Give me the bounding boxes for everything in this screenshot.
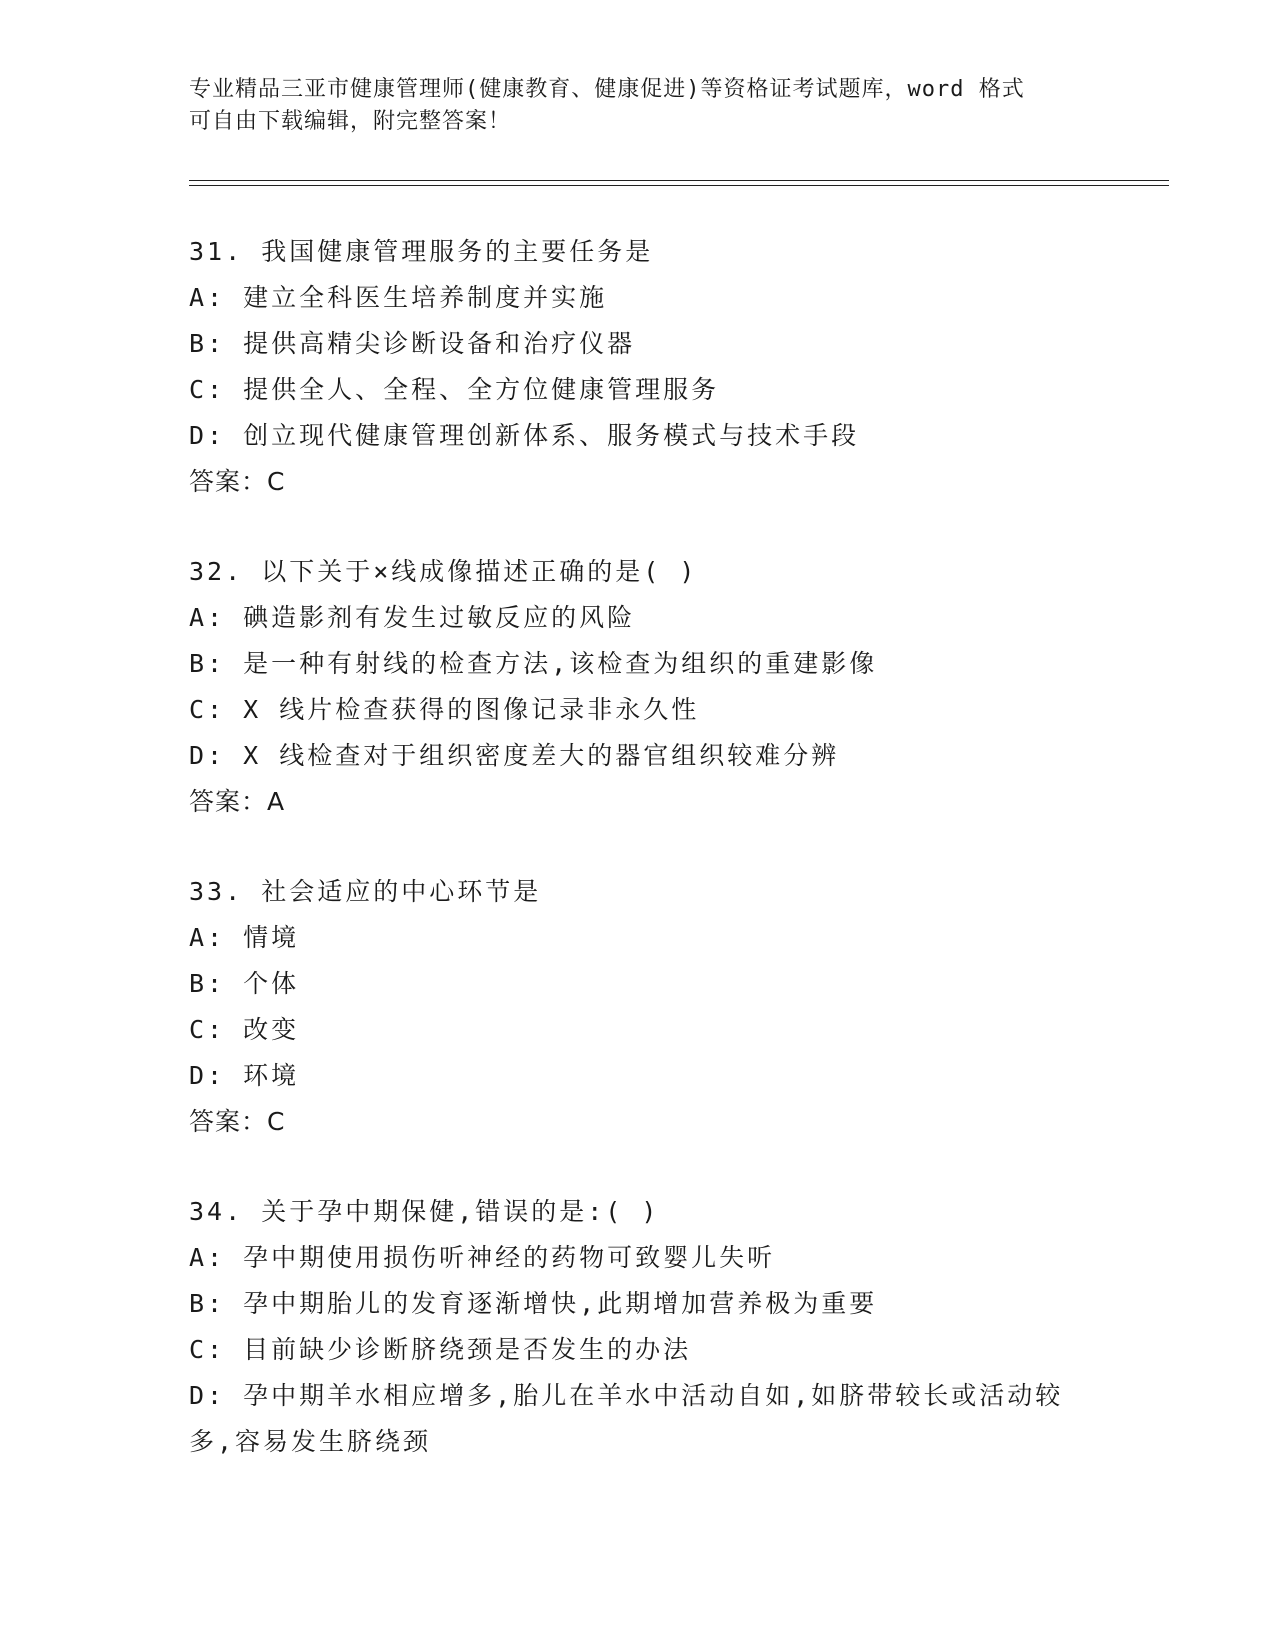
option-c: C: 提供全人、全程、全方位健康管理服务: [189, 375, 720, 404]
header-line-2: 可自由下载编辑，附完整答案！: [189, 109, 512, 134]
option-a: A: 情境: [189, 923, 300, 952]
header-divider-bottom: [189, 185, 1169, 186]
option-c: C: 改变: [189, 1015, 300, 1044]
option-a: A: 建立全科医生培养制度并实施: [189, 283, 608, 312]
question-34: [189, 1189, 1089, 1465]
option-b: B: 是一种有射线的检查方法,该检查为组织的重建影像: [189, 649, 878, 678]
option-d-continuation: 多,容易发生脐绕颈: [189, 1427, 432, 1456]
option-b: B: 孕中期胎儿的发育逐渐增快,此期增加营养极为重要: [189, 1289, 878, 1318]
option-a: A: 碘造影剂有发生过敏反应的风险: [189, 603, 636, 632]
option-c: C: X 线片检查获得的图像记录非永久性: [189, 695, 700, 724]
question-stem: 34. 关于孕中期保健,错误的是:( ): [189, 1197, 660, 1226]
question-33: [189, 869, 1089, 1145]
question-31: [189, 229, 1089, 505]
question-stem: 31. 我国健康管理服务的主要任务是: [189, 237, 654, 266]
option-b: B: 个体: [189, 969, 300, 998]
answer: 答案：A: [189, 787, 286, 816]
option-a: A: 孕中期使用损伤听神经的药物可致婴儿失听: [189, 1243, 776, 1272]
answer: 答案：C: [189, 467, 286, 496]
option-d: D: X 线检查对于组织密度差大的器官组织较难分辨: [189, 741, 840, 770]
question-stem: 33. 社会适应的中心环节是: [189, 877, 542, 906]
question-32: [189, 549, 1089, 825]
option-b: B: 提供高精尖诊断设备和治疗仪器: [189, 329, 636, 358]
question-stem: 32. 以下关于×线成像描述正确的是( ): [189, 557, 698, 586]
option-d: D: 创立现代健康管理创新体系、服务模式与技术手段: [189, 421, 860, 450]
header-line-1: 专业精品三亚市健康管理师(健康教育、健康促进)等资格证考试题库，word 格式: [189, 77, 1025, 102]
option-d: D: 环境: [189, 1061, 300, 1090]
option-c: C: 目前缺少诊断脐绕颈是否发生的办法: [189, 1335, 692, 1364]
option-d: D: 孕中期羊水相应增多,胎儿在羊水中活动自如,如脐带较长或活动较: [189, 1381, 1064, 1410]
document-header: [189, 74, 1089, 138]
answer: 答案：C: [189, 1107, 286, 1136]
header-divider-top: [189, 180, 1169, 181]
